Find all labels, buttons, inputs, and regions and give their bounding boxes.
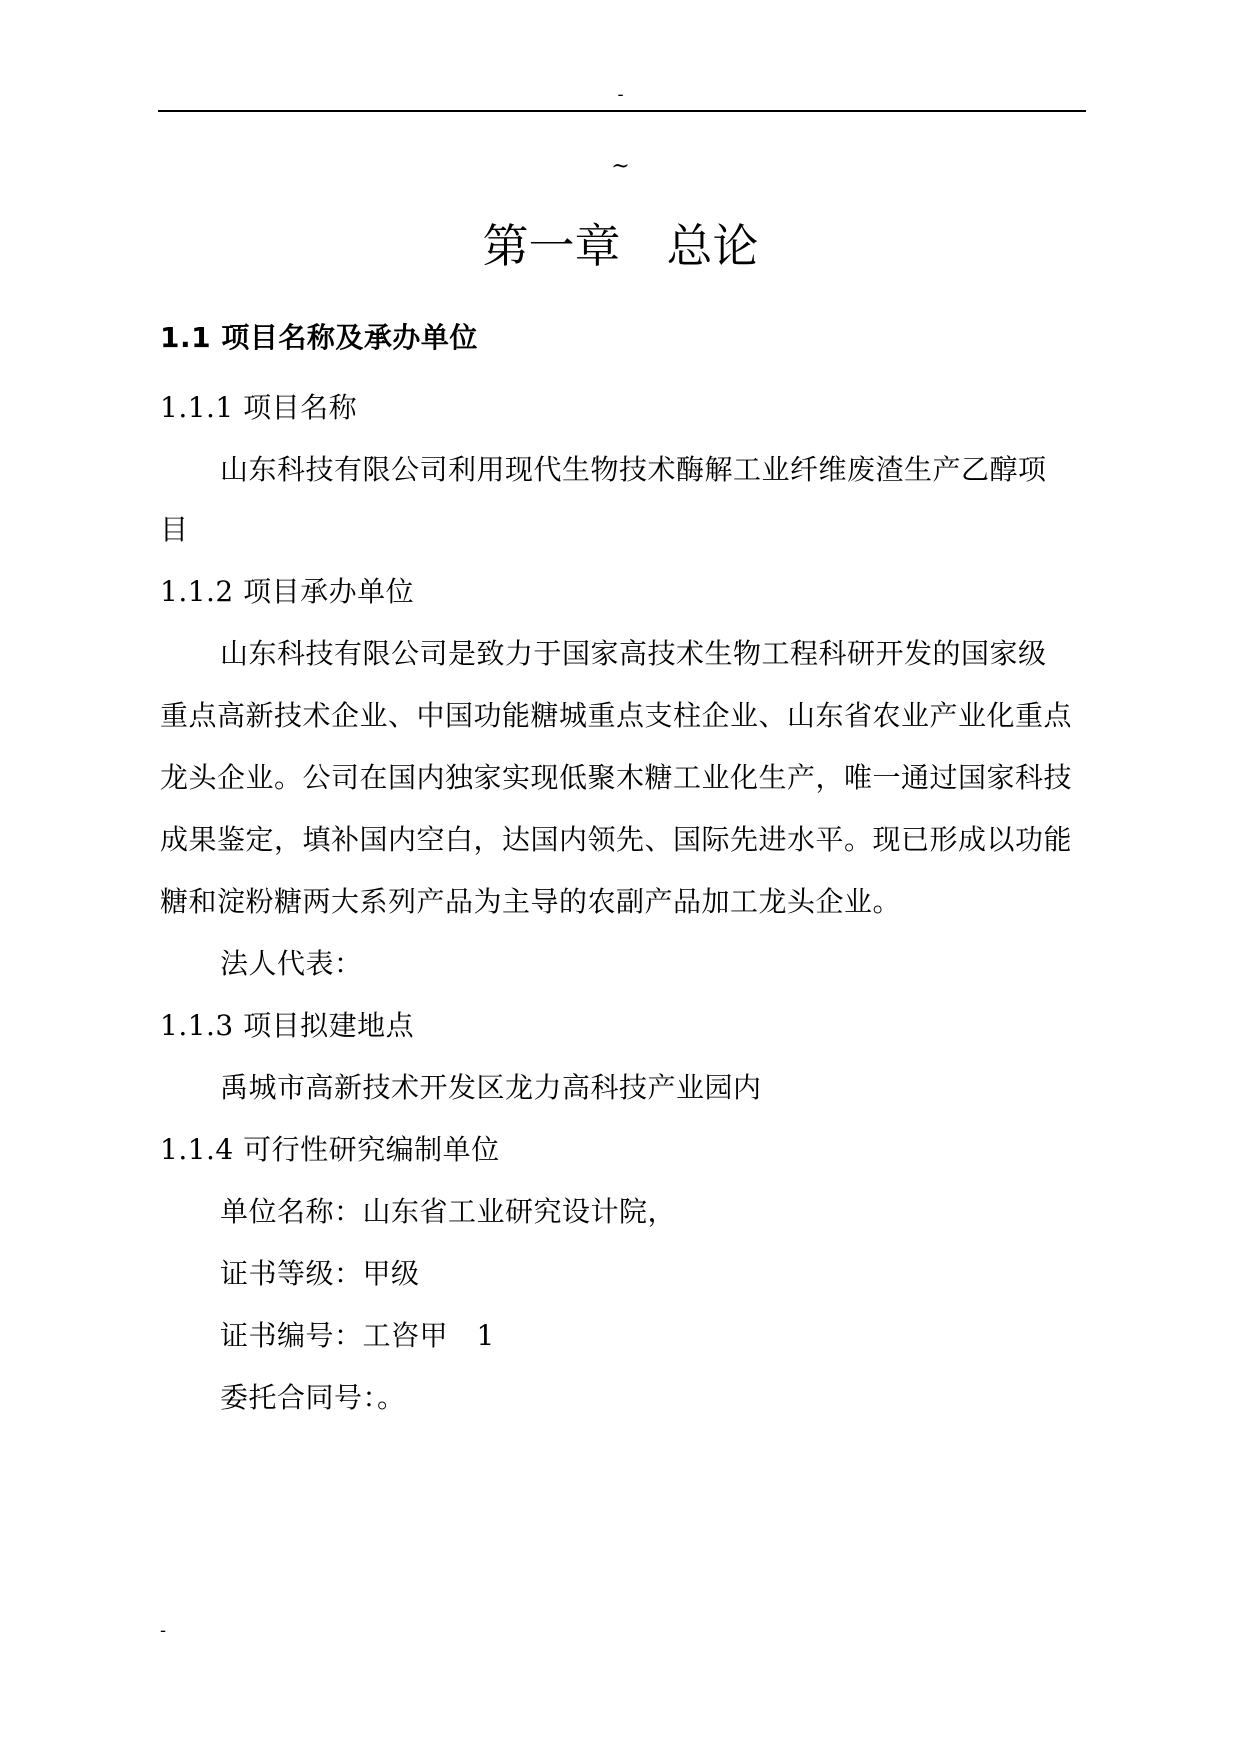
section-1-1-3-heading: 1.1.3 项目拟建地点 [160,1009,415,1042]
unit-name: 单位名称：山东省工业研究设计院， [220,1195,677,1228]
company-para-line-1: 山东科技有限公司是致力于国家高技术生物工程科研开发的国家级 [220,637,1047,670]
company-para-line-4: 成果鉴定，填补国内空白，达国内领先、国际先进水平。现已形成以功能 [160,823,1073,856]
project-name-line-1: 山东科技有限公司利用现代生物技术酶解工业纤维废渣生产乙醇项 [220,453,1047,486]
chapter-title: 第一章 总论 [482,219,759,273]
header-rule [158,110,1086,112]
legal-representative: 法人代表： [220,947,363,980]
section-1-1-2-heading: 1.1.2 项目承办单位 [160,575,415,608]
certificate-level: 证书等级：甲级 [220,1257,420,1290]
header-mark: - [617,84,624,105]
project-name-line-2: 目 [160,513,189,546]
project-location: 禹城市高新技术开发区龙力高科技产业园内 [220,1071,762,1104]
section-1-1-heading: 1.1 项目名称及承办单位 [160,321,478,354]
tilde-mark: ~ [611,154,630,179]
certificate-number: 证书编号：工咨甲 1 [220,1319,495,1352]
contract-number: 委托合同号：。 [220,1381,406,1414]
section-1-1-1-heading: 1.1.1 项目名称 [160,391,358,424]
company-para-line-5: 糖和淀粉糖两大系列产品为主导的农副产品加工龙头企业。 [160,885,902,918]
company-para-line-3: 龙头企业。公司在国内独家实现低聚木糖工业化生产，唯一通过国家科技 [160,761,1073,794]
section-1-1-4-heading: 1.1.4 可行性研究编制单位 [160,1133,500,1166]
company-para-line-2: 重点高新技术企业、中国功能糖城重点支柱企业、山东省农业产业化重点 [160,699,1073,732]
footer-mark: - [160,1620,167,1641]
